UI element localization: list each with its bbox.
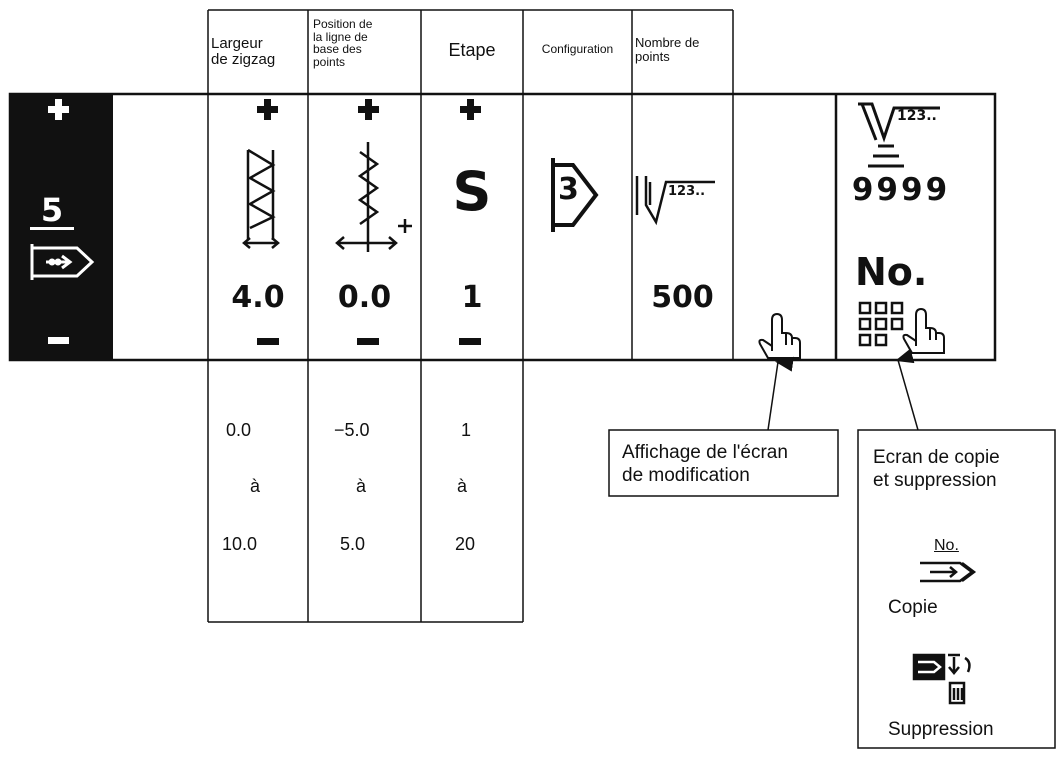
header-baseline-line1: Position de <box>313 17 373 31</box>
panel-dividers <box>208 94 836 360</box>
copy-arrow <box>898 360 918 430</box>
header-width <box>211 36 275 68</box>
header-baseline-line4: points <box>313 54 346 69</box>
zigzag-width-icon <box>244 150 278 248</box>
copy-delete-title-line1: Ecran de copie <box>873 447 1000 468</box>
edit-callout-line2: de modification <box>622 465 750 486</box>
header-baseline-line2: la ligne de <box>313 29 368 44</box>
config-number: 3 <box>558 172 579 207</box>
range-width-max: 10.0 <box>222 534 258 554</box>
range-baseline-to: à <box>356 476 367 496</box>
step-value[interactable]: 1 <box>461 280 483 315</box>
needle-counter-icon <box>637 176 715 222</box>
header-step-label: Etape <box>448 40 496 60</box>
header-stitches-line1: Nombre de <box>635 35 700 50</box>
delete-label[interactable]: Suppression <box>888 719 994 740</box>
header-config <box>523 43 632 56</box>
no-label: No. <box>855 250 928 294</box>
minus-icon[interactable] <box>48 337 69 344</box>
edit-arrow <box>768 362 778 430</box>
copy-delete-title-line2: et suppression <box>873 470 997 491</box>
panel-border <box>10 94 995 360</box>
plus-icons[interactable] <box>257 99 481 120</box>
range-width-min: 0.0 <box>226 420 252 440</box>
hand-pointer-icon-grid[interactable] <box>903 309 944 353</box>
header-stitches <box>635 36 699 63</box>
range-baseline-max: 5.0 <box>340 534 366 554</box>
copy-delete-title <box>873 446 1000 492</box>
header-baseline <box>313 18 372 68</box>
stitch-icon-digits: 123.. <box>668 184 706 199</box>
range-width-to: à <box>250 476 261 496</box>
header-baseline-line3: base des <box>313 42 362 57</box>
width-value[interactable]: 4.0 <box>231 280 285 315</box>
pattern-number: 5 <box>30 193 74 230</box>
header-stitches-line2: points <box>635 48 670 64</box>
counter-value: 9999 <box>851 172 951 208</box>
copy-label[interactable]: Copie <box>888 597 938 618</box>
step-symbol: S <box>452 160 492 223</box>
range-step-min: 1 <box>461 420 472 440</box>
copy-no-label: No. <box>934 537 959 554</box>
edit-callout-text <box>622 441 788 487</box>
range-baseline-min: −5.0 <box>334 420 370 440</box>
minus-icons[interactable] <box>257 338 481 345</box>
baseline-value[interactable]: 0.0 <box>337 280 392 315</box>
header-width-line2: de zigzag <box>211 50 276 68</box>
counter-icon-digits: 123.. <box>897 108 937 124</box>
zigzag-baseline-icon <box>337 142 412 252</box>
stitch-count-value[interactable]: 500 <box>651 280 714 315</box>
edit-callout-line1: Affichage de l'écran <box>622 442 788 463</box>
header-step <box>421 41 523 60</box>
header-config-label: Configuration <box>541 42 614 56</box>
range-step-to: à <box>457 476 468 496</box>
hand-pointer-icon[interactable] <box>759 314 800 358</box>
pattern-grid-icon[interactable] <box>860 303 902 345</box>
range-step-max: 20 <box>455 534 476 554</box>
header-width-line1: Largeur <box>211 35 263 52</box>
